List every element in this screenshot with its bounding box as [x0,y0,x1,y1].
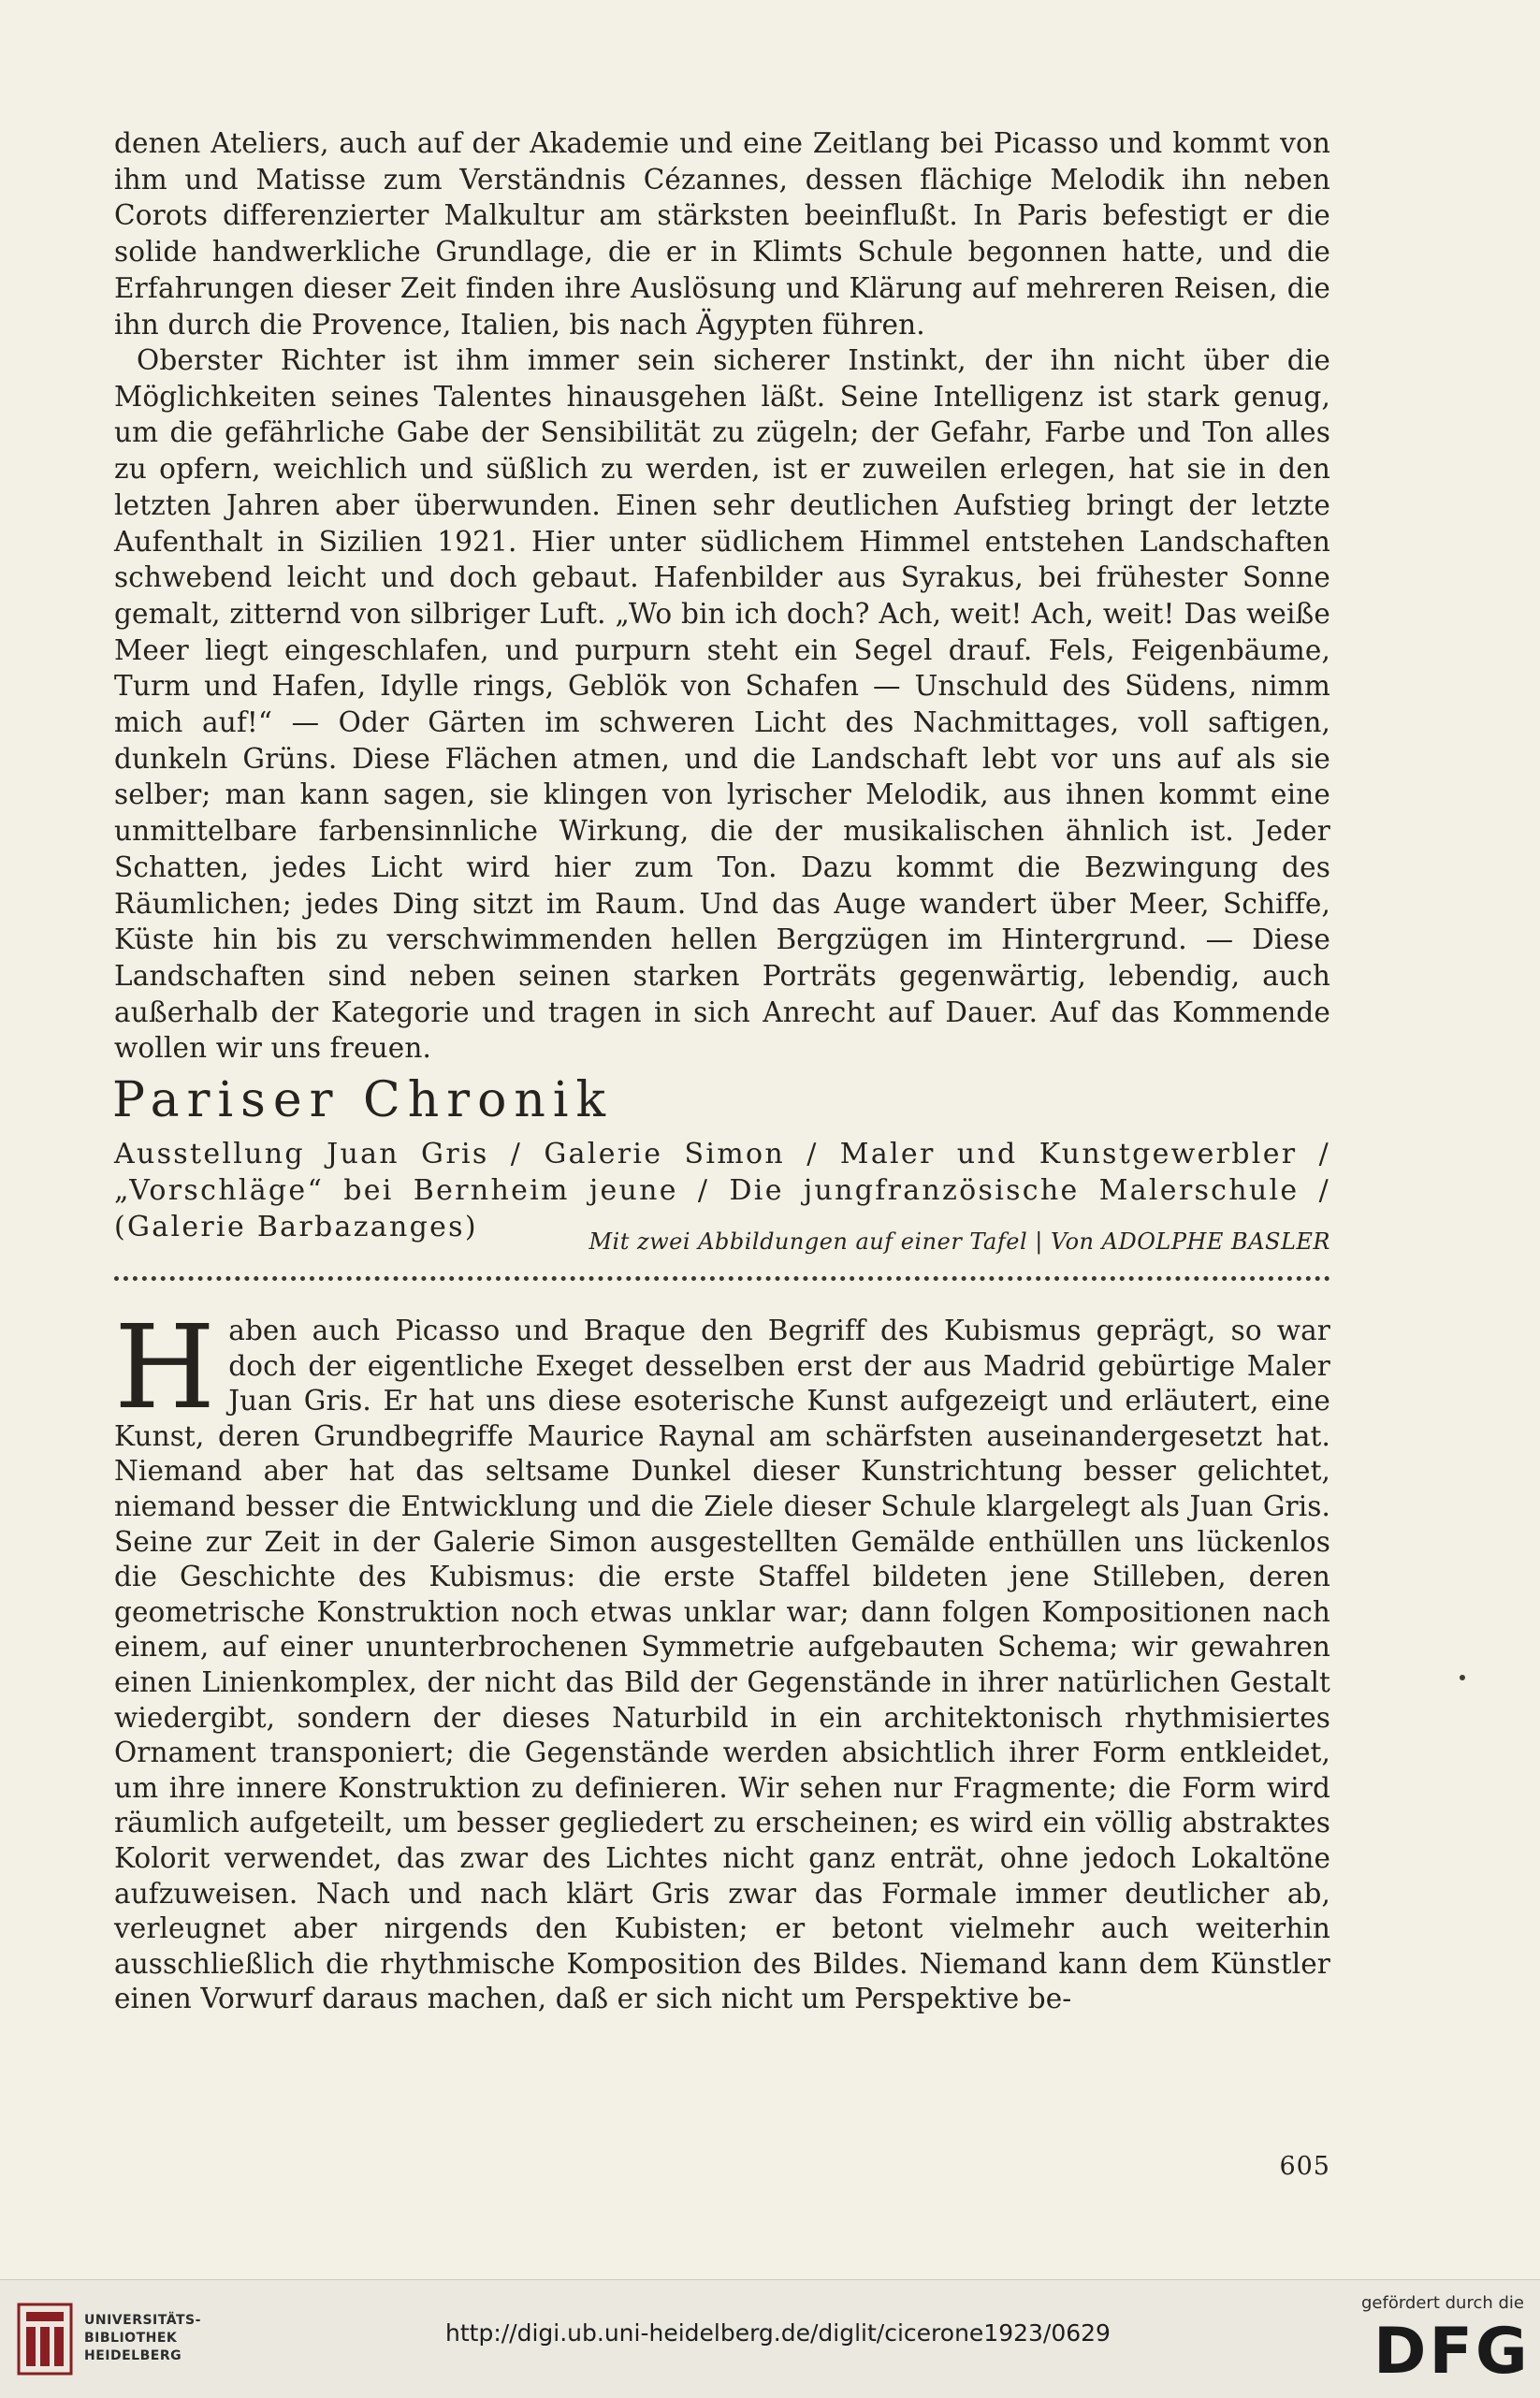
article-paragraph-1: denen Ateliers, auch auf der Akademie und eine Zeitlang bei Picasso und kommt von ihm und Matisse zum Verständnis Cézannes, dessen flächige Melodik ihn neben Corots differenzierter Malkultur am stärksten beeinflußt. In Paris befestigt er die solide handwerkliche Grundlage, die er in Klimts Schule begonnen hatte, und die Erfahrungen dieser Zeit finden ihre Auslösung und Klärung auf mehreren Reisen, die ihn durch die Provence, Italien, bis nach Ägypten führen. [114,127,1330,341]
digitization-footer [0,2279,1540,2398]
institution-line-3: HEIDELBERG [84,2348,182,2363]
drop-cap: H [114,1301,216,1435]
funding-text: gefördert durch die [1361,2293,1524,2313]
section-title: Pariser Chronik [112,1072,614,1128]
dfg-logo: DFG [1373,2315,1531,2389]
section-body [114,1301,1330,2017]
section-byline: Mit zwei Abbildungen auf einer Tafel | Von ADOLPHE BASLER [588,1228,1330,1255]
print-speck [1460,1675,1465,1680]
institution-name [84,2312,201,2365]
section-body-text: aben auch Picasso und Braque den Begriff des Kubismus geprägt, so war doch der eigentliche Exeget desselben erst der aus Madrid gebürtige Maler Juan Gris. Er hat uns diese esoterische Kunst aufgezeigt und erläutert, eine Kunst, deren Grundbegriffe Maurice Raynal am schärfsten auseinandergesetzt hat. Niemand aber hat das seltsame Dunkel dieser Kunstrichtung besser gelichtet, niemand besser die Entwicklung und die Ziele dieser Schule klargelegt als Juan Gris. Seine zur Zeit in der Galerie Simon ausgestellten Gemälde enthüllen uns lückenlos die Geschichte des Kubismus: die erste Staffel bildeten jene Stilleben, deren geometrische Konstruktion noch etwas unklar war; dann folgen Kompositionen nach einem, auf einer ununterbrochenen Symmetrie aufgebauten Schema; wir gewahren einen Linienkomplex, der nicht das Bild der Gegenstände in ihrer natürlichen Gestalt wiedergibt, sondern der dieses Naturbild in ein architektonisch rhythmisiertes Ornament transponiert; die Gegenstände werden absichtlich ihrer Form entkleidet, um ihre innere Konstruktion zu definieren. Wir sehen nur Fragmente; die Form wird räumlich aufgeteilt, um besser gegliedert zu erscheinen; es wird ein völlig abstraktes Kolorit verwendet, das zwar des Lichtes nicht ganz enträt, ohne jedoch Lokaltöne aufzuweisen. Nach und nach klärt Gris zwar das Formale immer deutlicher ab, verleugnet aber nirgends den Kubisten; er betont vielmehr auch weiterhin ausschließlich die rhythmische Komposition des Bildes. Niemand kann dem Künstler einen Vorwurf daraus machen, daß er sich nicht um Perspektive be- [114,1315,1330,2015]
dotted-divider [114,1276,1330,1281]
section-subtitle: Ausstellung Juan Gris / Galerie Simon / Maler und Kunstgewerbler / „Vorschläge“ bei Bernheim jeune / Die jungfranzösische Malerschule / (Galerie Barbazanges) [114,1138,1330,1243]
institution-line-1: UNIVERSITÄTS- [84,2313,201,2328]
institution-line-2: BIBLIOTHEK [84,2331,178,2346]
permalink-url[interactable]: http://digi.ub.uni-heidelberg.de/diglit/cicerone1923/0629 [445,2319,1111,2347]
page-number: 605 [1279,2152,1330,2181]
article-paragraph-2: Oberster Richter ist ihm immer sein sicherer Instinkt, der ihn nicht über die Möglichkeiten seines Talentes hinausgehen läßt. Seine Intelligenz ist stark genug, um die gefährliche Gabe der Sensibilität zu zügeln; der Gefahr, Farbe und Ton alles zu opfern, weichlich und süßlich zu werden, ist er zuweilen erlegen, hat sie in den letzten Jahren aber überwunden. Einen sehr deutlichen Aufstieg bringt der letzte Aufenthalt in Sizilien 1921. Hier unter südlichem Himmel entstehen Landschaften schwebend leicht und doch gebaut. Hafenbilder aus Syrakus, bei frühester Sonne gemalt, zitternd von silbriger Luft. „Wo bin ich doch? Ach, weit! Ach, weit! Das weiße Meer liegt eingeschlafen, und purpurn steht ein Segel drauf. Fels, Feigenbäume, Turm und Hafen, Idylle rings, Geblök von Schafen — Unschuld des Südens, nimm mich auf!“ — Oder Gärten im schweren Licht des Nachmittages, voll saftigen, dunkeln Grüns. Diese Flächen atmen, und die Landschaft lebt vor uns auf als sie selber; man kann sagen, sie klingen von lyrischer Melodik, aus ihnen kommt eine unmittelbare farbensinnliche Wirkung, die der musikalischen ähnlich ist. Jeder Schatten, jedes Licht wird hier zum Ton. Dazu kommt die Bezwingung des Räumlichen; jedes Ding sitzt im Raum. Und das Auge wandert über Meer, Schiffe, Küste hin bis zu verschwimmenden hellen Bergzügen im Hintergrund. — Diese Landschaften sind neben seinen starken Porträts gegenwärtig, lebendig, auch außerhalb der Kategorie und tragen in sich Anrecht auf Dauer. Auf das Kommende wollen wir uns freuen. [114,344,1330,1065]
university-library-logo-icon [17,2303,73,2376]
